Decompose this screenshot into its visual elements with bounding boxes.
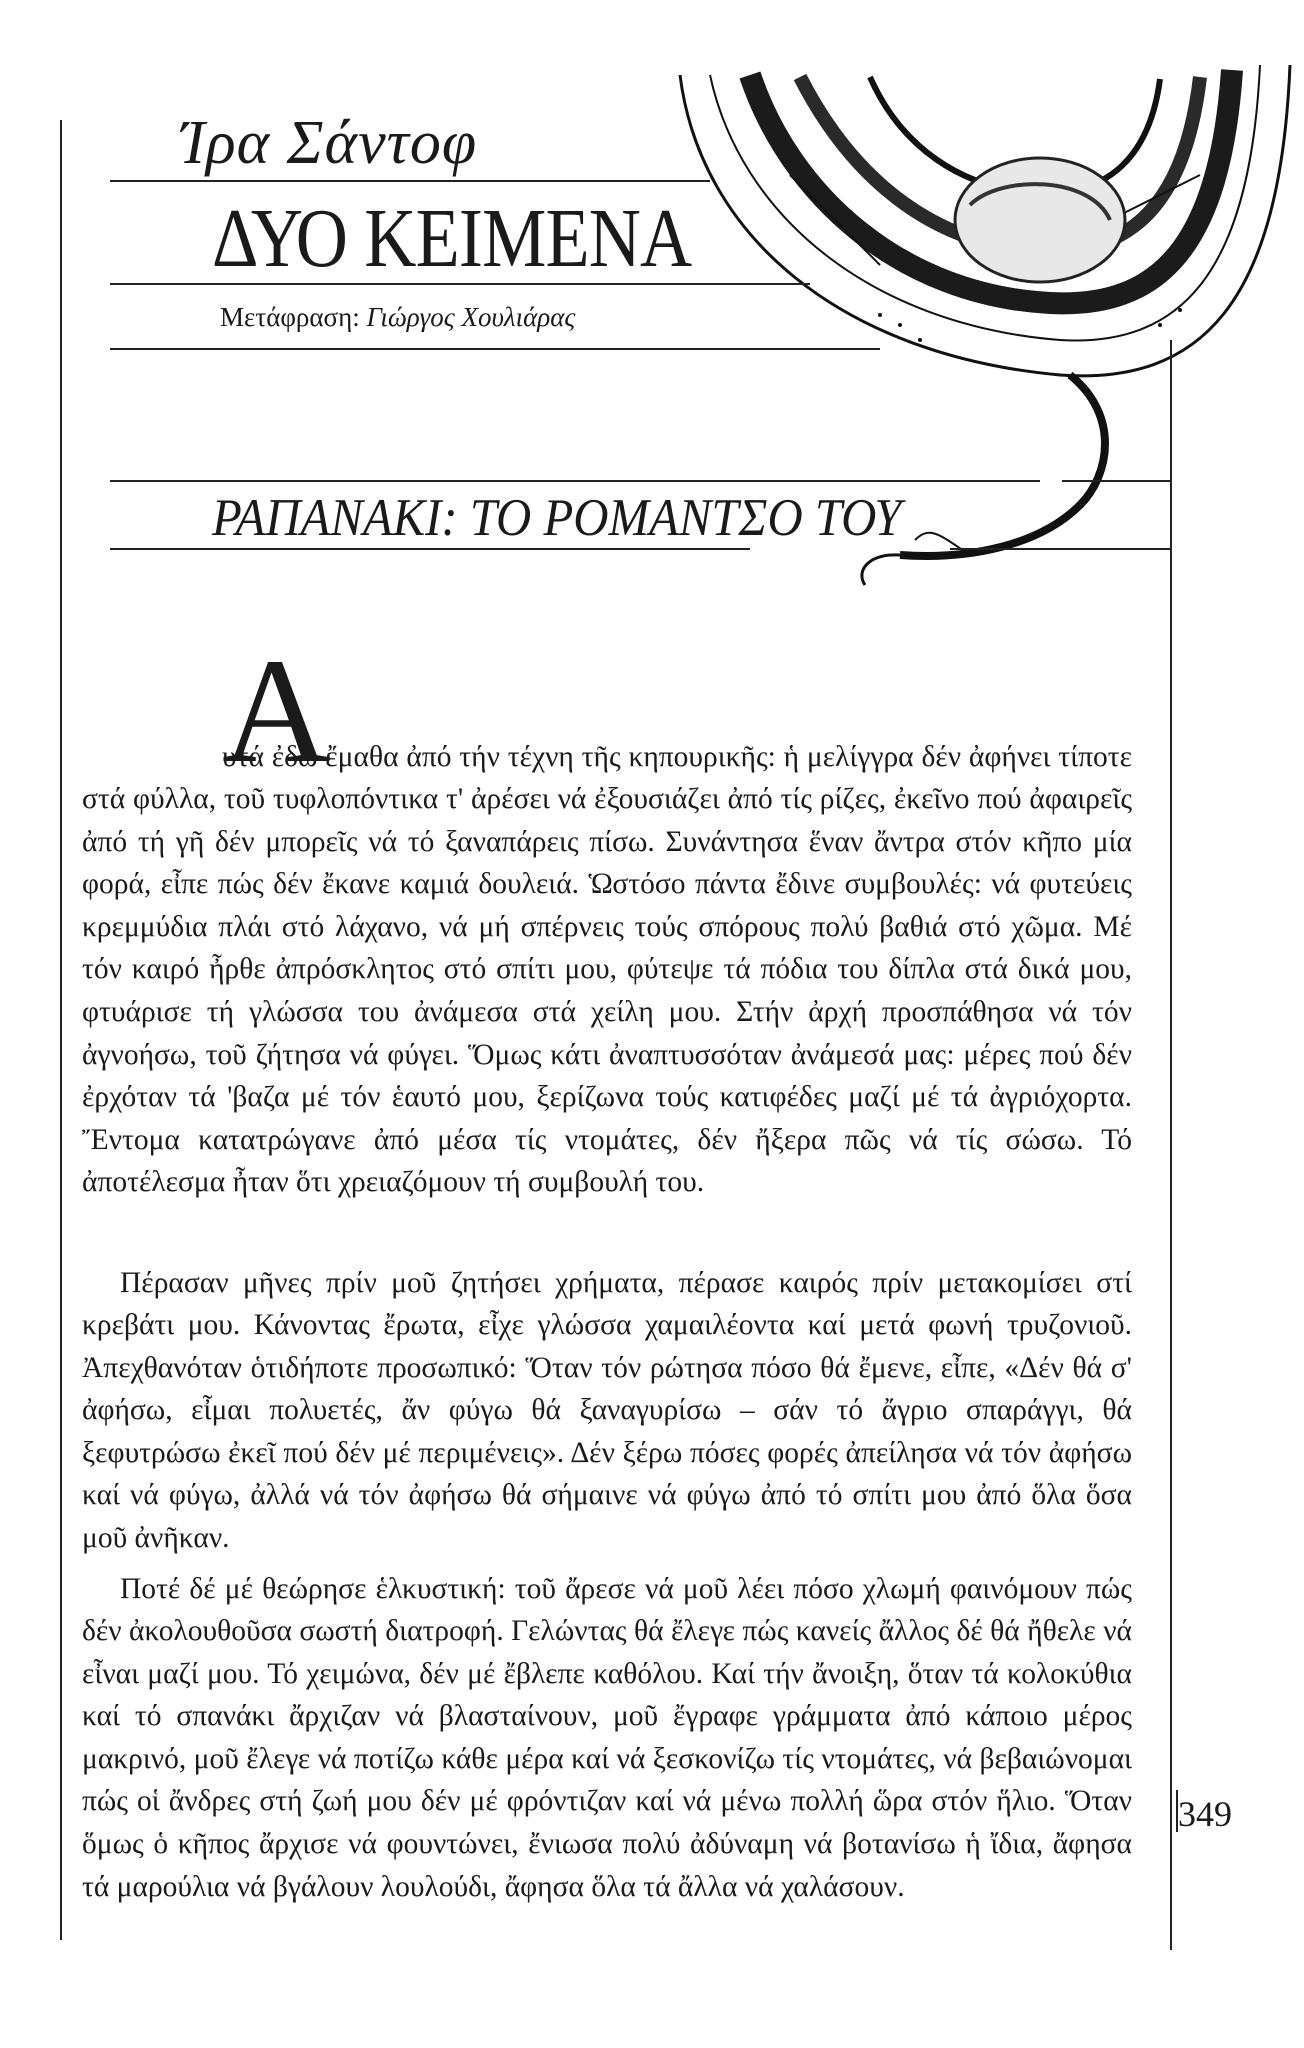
rule-under-section-title bbox=[110, 548, 750, 550]
rule-above-section-title-right bbox=[1062, 480, 1170, 482]
author-name: Ίρα Σάντοφ bbox=[180, 109, 478, 177]
rule-under-author bbox=[110, 180, 710, 182]
right-frame-rule bbox=[1170, 340, 1172, 1950]
translator-label: Μετάφραση: bbox=[220, 302, 360, 332]
translator-credit bbox=[220, 302, 575, 333]
rule-under-translator bbox=[110, 348, 880, 350]
drop-cap: Α bbox=[222, 628, 331, 794]
page-title: ΔΥΟ ΚΕΙΜΕΝΑ bbox=[212, 192, 692, 285]
paragraph-3: Ποτέ δέ μέ θεώρησε ἑλκυστική: τοῦ ἄρεσε νά μοῦ λέει πόσο χλωμή φαινόμουν πώς δέν ἀκολουθοῦσα σωστή διατροφή. Γελώντας θά ἔλεγε πώς κανείς ἄλλος δέ θά ἤθελε νά εἶναι μαζί μου. Τό χειμώνα, δέν μέ ἔβλεπε καθόλου. Καί τήν ἄνοιξη, ὅταν τά κολοκύθια καί τό σπανάκι ἄρχιζαν νά βλασταίνουν, μοῦ ἔγραφε γράμματα ἀπό κάποιο μέρος μακρινό, μοῦ ἔλεγε νά ποτίζω κάθε μέρα καί νά ξεσκονίζω τίς ντομάτες, νά βεβαιώνομαι πώς οἱ ἄνδρες στή ζωή μου δέν μέ φρόντιζαν καί νά μένω πολλή ὥρα στόν ἥλιο. Ὅταν ὅμως ὁ κῆπος ἄρχισε νά φουντώνει, ἔνιωσα πολύ ἀδύναμη νά βοτανίσω ἡ ἴδια, ἄφησα τά μαρούλια νά βγάλουν λουλούδι, ἄφησα ὅλα τά ἄλλα νά χαλάσουν. bbox=[82, 1572, 1132, 1903]
paragraph-2: Πέρασαν μῆνες πρίν μοῦ ζητήσει χρήματα, πέρασε καιρός πρίν μετακομίσει στί κρεβάτι μου. Κάνοντας ἔρωτα, εἶχε γλώσσα χαμαιλέοντα καί μετά φωνή τρυζονιοῦ. Ἀπεχθανόταν ὁτιδήποτε προσωπικό: Ὅταν τόν ρώτησα πόσο θά ἔμενε, εἶπε, «Δέν θά σ' ἀφήσω, εἶμαι πολυετές, ἄν φύγω θά ξαναγυρίσω – σάν τό ἄγριο σπαράγγι, θά ξεφυτρώσω ἐκεῖ πού δέν μέ περιμένεις». Δέν ξέρω πόσες φορές ἀπείλησα νά τόν ἀφήσω καί νά φύγω, ἀλλά νά τόν ἀφήσω θά σήμαινε νά φύγω ἀπό τό σπίτι μου ἀπό ὅλα ὅσα μοῦ ἀνῆκαν. bbox=[82, 1266, 1132, 1555]
paragraph-1: υτά ἐδῶ ἔμαθα ἀπό τήν τέχνη τῆς κηπουρικῆς: ἡ μελίγγρα δέν ἀφήνει τίποτε στά φύλλα, τοῦ τυφλοπόντικα τ' ἀρέσει νά ἐξουσιάζει ἀπό τίς ρίζες, ἐκεῖνο πού ἀφαιρεῖς ἀπό τή γῆ δέν μπορεῖς νά τό ξαναπάρεις πίσω. Συνάντησα ἕναν ἄντρα στόν κῆπο μία φορά, εἶπε πώς δέν ἔκανε καμιά δουλειά. Ὡστόσο πάντα ἔδινε συμβουλές: νά φυτεύεις κρεμμύδια πλάι στό λάχανο, νά μή σπέρνεις τούς σπόρους πολύ βαθιά στό χῶμα. Μέ τόν καιρό ἦρθε ἀπρόσκλητος στό σπίτι μου, φύτεψε τά πόδια του δίπλα στά δικά μου, φτυάρισε τή γλώσσα του ἀνάμεσα στά χείλη μου. Στήν ἀρχή προσπάθησα νά τόν ἀγνοήσω, τοῦ ζήτησα νά φύγει. Ὅμως κάτι ἀναπτυσσόταν ἀνάμεσά μας: μέρες πού δέν ἐρχόταν τά 'βαζα μέ τόν ἑαυτό μου, ξερίζωνα τούς κατιφέδες μαζί μέ τά ἀγριόχορτα. Ἔντομα κατατρώγανε ἀπό μέσα τίς ντομάτες, δέν ἤξερα πῶς νά τίς σώσω. Τό ἀποτέλεσμα ἦταν ὅτι χρειαζόμουν τή συμβουλή του. bbox=[82, 740, 1132, 1199]
section-title: ΡΑΠΑΝΑΚΙ: ΤΟ ΡΟΜΑΝΤΣΟ ΤΟΥ bbox=[212, 489, 902, 547]
translator-name: Γιώργος Χουλιάρας bbox=[366, 302, 576, 332]
rule-under-section-title-right bbox=[950, 548, 1170, 550]
page-number: 349 bbox=[1178, 1794, 1232, 1834]
rule-above-section-title bbox=[110, 480, 1040, 482]
left-frame-rule bbox=[60, 120, 62, 1940]
